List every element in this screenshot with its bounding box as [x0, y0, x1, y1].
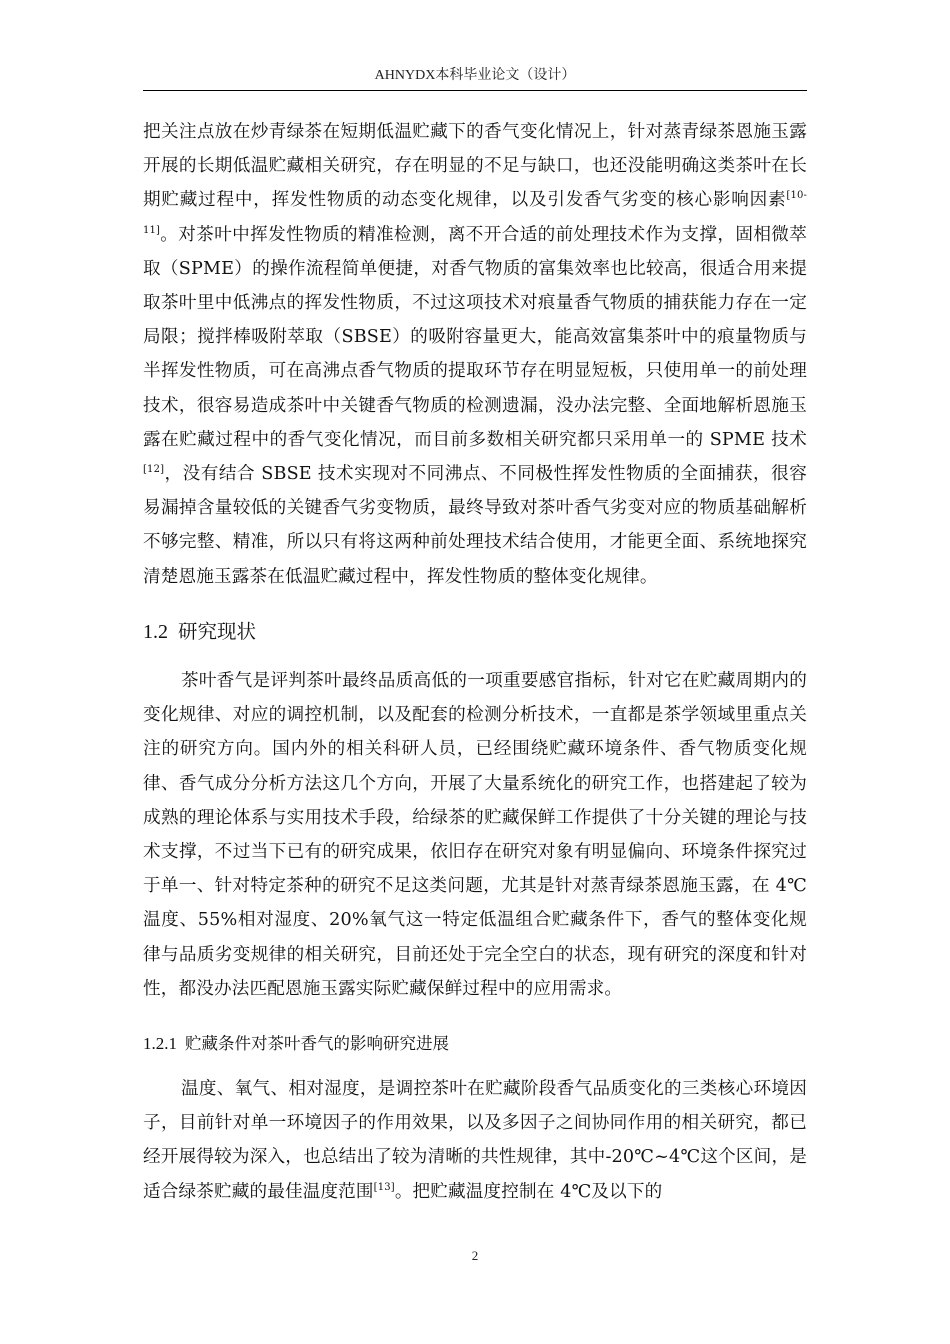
- subsection-title: 贮藏条件对茶叶香气的影响研究进展: [185, 1034, 449, 1053]
- subsection-number: 1.2.1: [143, 1034, 177, 1053]
- citation-13: [13]: [373, 1181, 395, 1193]
- paragraph-3-text-b: 。把贮藏温度控制在 4℃及以下的: [394, 1181, 663, 1202]
- section-number: 1.2: [143, 621, 168, 643]
- body-paragraph-2: 茶叶香气是评判茶叶最终品质高低的一项重要感官指标，针对它在贮藏周期内的变化规律、对应的调控机制，以及配套的检测分析技术，一直都是茶学领域里重点关注的研究方向。国内外的相关科研人员，已经围绕贮藏环境条件、香气物质变化规律、香气成分分析方法这几个方向，开展了大量系统化的研究工作，也搭建起了较为成熟的理论体系与实用技术手段，给绿茶的贮藏保鲜工作提供了十分关键的理论与技术支撑，不过当下已有的研究成果，依旧存在研究对象有明显偏向、环境条件探究过于单一、针对特定茶种的研究不足这类问题，尤其是针对蒸青绿茶恩施玉露，在 4℃温度、55%相对湿度、20%氧气这一特定低温组合贮藏条件下，香气的整体变化规律与品质劣变规律的相关研究，目前还处于完全空白的状态，现有研究的深度和针对性，都没办法匹配恩施玉露实际贮藏保鲜过程中的应用需求。: [143, 671, 807, 999]
- paragraph-1-text-c: ，没有结合 SBSE 技术实现对不同沸点、不同极性挥发性物质的全面捕获，很容易漏掉含量较低的关键香气劣变物质，最终导致对茶叶香气劣变对应的物质基础解析不够完整、精准，所以只有将这两种前处理技术结合使用，才能更全面、系统地探究清楚恩施玉露茶在低温贮藏过程中，挥发性物质的整体变化规律。: [143, 464, 807, 587]
- paragraph-1-text-a: 把关注点放在炒青绿茶在短期低温贮藏下的香气变化情况上，针对蒸青绿茶恩施玉露开展的长期低温贮藏相关研究，存在明显的不足与缺口，也还没能明确这类茶叶在长期贮藏过程中，挥发性物质的动态变化规律，以及引发香气劣变的核心影响因素: [143, 122, 807, 211]
- citation-10-11: [10-11]: [143, 190, 807, 236]
- body-paragraph-3: [143, 1072, 807, 1209]
- section-heading-1-2: [143, 617, 256, 647]
- running-header: AHNYDX本科毕业论文（设计）: [374, 68, 576, 83]
- subsection-heading-1-2-1: [143, 1030, 449, 1058]
- header-divider: [143, 90, 807, 91]
- page-number: 2: [471, 1248, 479, 1263]
- paragraph-3-text-a: 温度、氧气、相对湿度，是调控茶叶在贮藏阶段香气品质变化的三类核心环境因子，目前针对单一环境因子的作用效果，以及多因子之间协同作用的相关研究，都已经开展得较为深入，也总结出了较为清晰的共性规律，其中-20℃~4℃这个区间，是适合绿茶贮藏的最佳温度范围: [143, 1079, 807, 1202]
- citation-12: [12]: [143, 464, 165, 476]
- paragraph-1-text-b: 。对茶叶中挥发性物质的精准检测，离不开合适的前处理技术作为支撑，固相微萃取（SPME）的操作流程简单便捷，对香气物质的富集效率也比较高，很适合用来提取茶叶里中低沸点的挥发性物质，不过这项技术对痕量香气物质的捕获能力存在一定局限；搅拌棒吸附萃取（SBSE）的吸附容量更大，能高效富集茶叶中的痕量物质与半挥发性物质，可在高沸点香气物质的提取环节存在明显短板，只使用单一的前处理技术，很容易造成茶叶中关键香气物质的检测遗漏，没办法完整、全面地解析恩施玉露在贮藏过程中的香气变化情况，而目前多数相关研究都只采用单一的 SPME 技术: [143, 224, 807, 450]
- section-title: 研究现状: [178, 620, 257, 643]
- body-paragraph-1: [143, 115, 807, 594]
